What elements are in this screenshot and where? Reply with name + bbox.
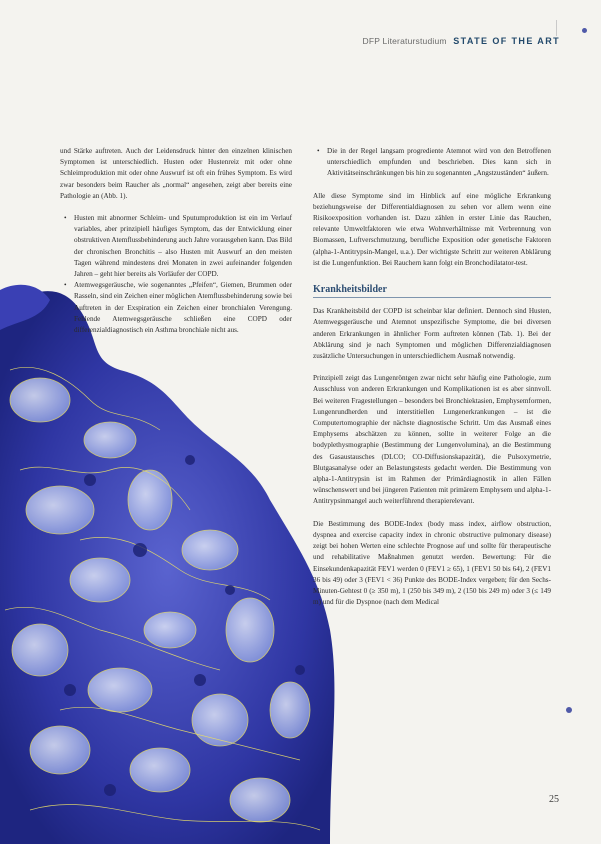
list-item: • Atemwegsgeräusche, wie sogenanntes „Pfeifen“, Giemen, Brummen oder Rasseln, sind ein Zeichen einer möglichen Atemflussbehinderung sowie bei Auftreten in der Exspiration ein Zeichen einer bronchialen Verengung. Fehlende Atemwegsgeräusche schließen eine COPD oder differenzialdiagnostisch ein Asthma bronchiale nicht aus. — [60, 280, 292, 336]
intro-paragraph: und Stärke auftreten. Auch der Leidensdruck hinter den einzelnen klinischen Symptomen ist unterschiedlich. Husten oder Hustenreiz mit oder ohne Schleimproduktion mit oder ohne Auswurf ist oft ein frühes Symptom. Es wird zwar besonders beim Raucher als „normal“ angesehen, zeigt aber bereits eine Pathologie an (Abb. 1). — [60, 147, 292, 200]
header-study: DFP Literaturstudium — [362, 36, 447, 46]
list-item: • Husten mit abnormer Schleim- und Sputumproduktion ist ein im Verlauf variables, aber prinzipiell häufiges Symptom, das der Entwicklung einer obstruktiven Atemflussbehinderung auch Jahre vorausgehen kann. Das Bild der chronischen Bronchitis – also Husten mit Auswurf an den meisten Tagen während mindestens drei Monaten in zwei aufeinander folgenden Jahren – geht hier bereits als Vorläufer der COPD. — [60, 213, 292, 280]
list-item: • Die in der Regel langsam progrediente Atemnot wird von den Betroffenen unterschiedlich empfunden und beschrieben. Dies kann sich in Aktivitätseinschränkungen bis hin zu sogenannten „Angstzuständen“ äußern. — [313, 146, 551, 180]
margin-marker — [566, 707, 572, 713]
header-section: STATE OF THE ART — [453, 36, 560, 46]
running-header — [320, 36, 560, 46]
section-heading: Krankheitsbilder — [313, 284, 551, 298]
symptom-list — [60, 213, 292, 336]
risk-paragraph: Alle diese Symptome sind im Hinblick auf eine mögliche Erkrankung beziehungsweise der Differentialdiagnosen zu sehen vor allem wenn eine Risikoexposition vorhanden ist. Dazu zählen in erster Linie das Rauchen, relevante Umweltfaktoren wie etwa Wohnverhältnisse mit Verbrennung von Biomassen, Luftverschmutzung, berufliche Exposition oder genetische Faktoren (alpha-1-Antitrypsin-Mangel, u.a.). Der wichtigste Schritt zur weiteren Abklärung ist die Lungenfunktion. Bei Rauchern kann folgt ein Bronchodilatator-test. — [313, 191, 551, 267]
page-number: 25 — [549, 794, 559, 805]
header-rule — [556, 20, 557, 36]
imaging-paragraph: Prinzipiell zeigt das Lungenröntgen zwar nicht sehr häufig eine Pathologie, zum Ausschluss von anderen Erkrankungen und Komplikationen ist es aber sinnvoll. Bei weiteren Fragestellungen – besonders bei Bronchiektasien, Emphysemformen, Lungenrundherden und interstitiellen Lungenerkrankungen – ist die Computertomographie der nächste diagnostische Schritt. Um das Ausmaß eines Emphysems abschätzen zu können, sollte in weiterer Folge an die bodyplethysmographie (Bestimmung der Lungenvolumina), an die Bestimmung des Gasaustausches (DLCO; CO-Diffusionskapazität), die Pulsoxymetrie, Blutgasanalyse oder an Belastungstests gedacht werden. Die Bestimmung von alpha-1-Antitrypsin ist im Rahmen der Primärdiagnostik in allen Fällen wünschenswert und bei jüngeren Patienten mit primärem Emphysem und alpha-1-Antitrypsinmangel auch weiterführend therapierelevant. — [313, 374, 551, 506]
diagnosis-paragraph: Das Krankheitsbild der COPD ist scheinbar klar definiert. Dennoch sind Husten, Atemwegsgeräusche und Atemnot unspezifische Symptome, die bei diversen anderen Erkrankungen in ähnlicher Form auftreten können (Tab. 1). Bei der Abklärung sind je nach Symptomen und möglichen Differenzialdiagnosen zusätzliche Untersuchungen in unterschiedlichem Ausmaß notwendig. — [313, 307, 551, 361]
symptom-list-continued — [313, 146, 551, 180]
lung-tissue-illustration — [0, 250, 340, 844]
corner-mark — [582, 28, 587, 33]
bode-paragraph: Die Bestimmung des BODE-Index (body mass index, airflow obstruction, dyspnea and exercise capacity index in chronic obstructive pulmonary disease) zeigt bei hohen Werten eine schlechte Prognose auf und sollte für therapeutische und rehabilitative Maßnahmen genutzt werden. Bewertung: Für die Einsekundenkapazität FEV1 werden 0 (FEV1 ≥ 65), 1 (FEV1 50 bis 64), 2 (FEV1 36 bis 49) oder 3 (FEV1 < 36) Punkte des BODE-Index vergeben; für den Sechs-Minuten-Gehtest 0 (≥ 350 m), 1 (250 bis 349 m), 2 (150 bis 249 m) oder 3 (≤ 149 m) und für die Dyspnoe (nach dem Medical — [313, 519, 551, 607]
right-column — [313, 146, 551, 608]
left-column — [60, 146, 292, 336]
